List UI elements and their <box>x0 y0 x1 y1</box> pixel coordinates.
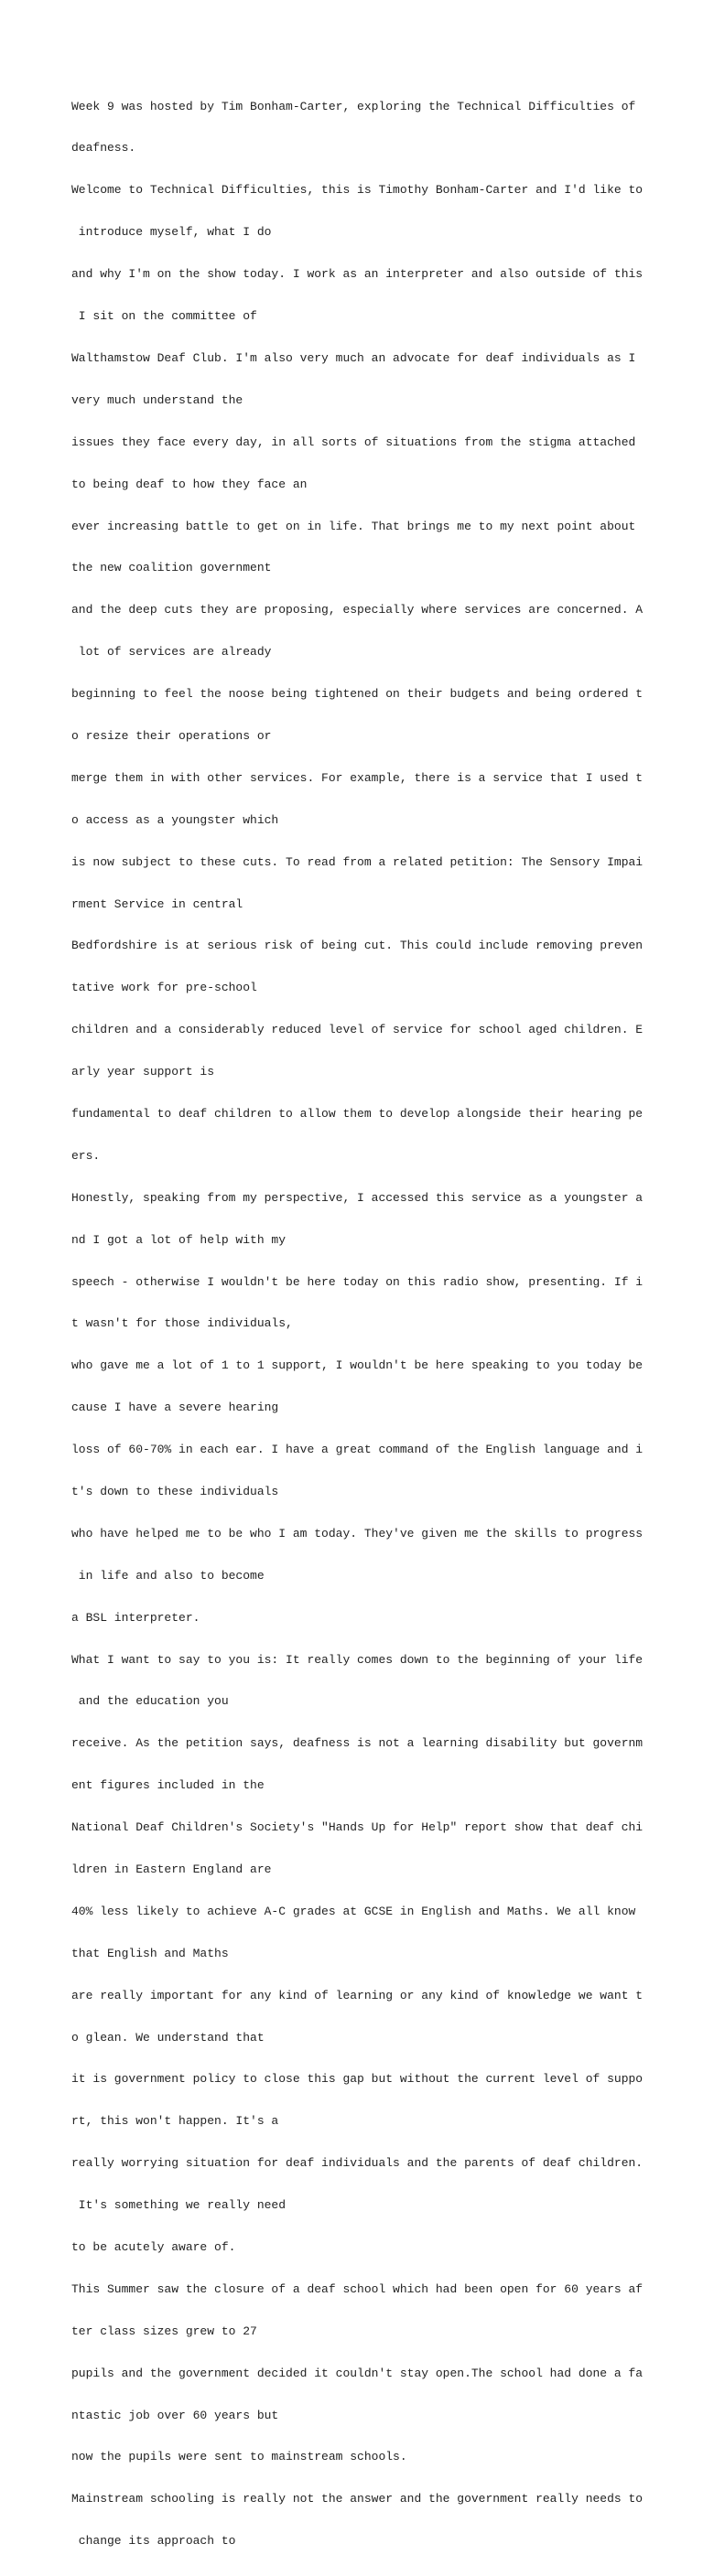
text-line: to be acutely aware of. <box>71 2240 236 2255</box>
text-line: Mainstream schooling is really not the answer and the government really needs to <box>71 2492 644 2506</box>
text-line: children and a considerably reduced level of service for school aged children. E <box>71 1023 644 1037</box>
text-line: issues they face every day, in all sorts of situations from the stigma attached <box>71 435 636 449</box>
text-line: lot of services are already <box>71 645 272 660</box>
text-line: National Deaf Children's Society's "Hands Up for Help" report show that deaf chi <box>71 1820 644 1835</box>
text-line: it is government policy to close this gap but without the current level of suppo <box>71 2072 644 2087</box>
text-line: are really important for any kind of learning or any kind of knowledge we want t <box>71 1988 644 2002</box>
text-line: a BSL interpreter. <box>71 1610 200 1625</box>
text-line: loss of 60-70% in each ear. I have a great command of the English language and i <box>71 1443 644 1457</box>
text-line: t wasn't for those individuals, <box>71 1316 293 1331</box>
text-line: o glean. We understand that <box>71 2030 265 2045</box>
text-line: who have helped me to be who I am today. They've given me the skills to progress <box>71 1526 644 1540</box>
text-line: Walthamstow Deaf Club. I'm also very much an advocate for deaf individuals as I <box>71 350 636 365</box>
text-line: introduce myself, what I do <box>71 225 272 240</box>
text-line: who gave me a lot of 1 to 1 support, I wouldn't be here speaking to you today be <box>71 1358 644 1373</box>
document-body <box>71 71 643 2576</box>
text-line: cause I have a severe hearing <box>71 1401 279 1415</box>
text-line: t's down to these individuals <box>71 1484 279 1498</box>
text-line: the new coalition government <box>71 561 272 575</box>
text-line: now the pupils were sent to mainstream schools. <box>71 2450 407 2464</box>
text-line: ntastic job over 60 years but <box>71 2408 279 2422</box>
text-line: very much understand the <box>71 392 243 407</box>
text-line: Welcome to Technical Difficulties, this is Timothy Bonham-Carter and I'd like to <box>71 183 644 198</box>
text-line: really worrying situation for deaf individuals and the parents of deaf children. <box>71 2156 644 2171</box>
text-line: I sit on the committee of <box>71 309 257 324</box>
text-line: Honestly, speaking from my perspective, I accessed this service as a youngster a <box>71 1190 644 1205</box>
text-line: arly year support is <box>71 1065 215 1079</box>
text-line: ter class sizes grew to 27 <box>71 2324 257 2338</box>
text-line: change its approach to <box>71 2534 236 2549</box>
text-line: It's something we really need <box>71 2198 287 2213</box>
text-line: beginning to feel the noose being tightened on their budgets and being ordered t <box>71 687 644 702</box>
text-line: tative work for pre-school <box>71 981 257 995</box>
text-line: nd I got a lot of help with my <box>71 1232 287 1247</box>
text-line: in life and also to become <box>71 1568 265 1583</box>
text-line: and why I'm on the show today. I work as an interpreter and also outside of this <box>71 267 644 282</box>
text-line: and the deep cuts they are proposing, especially where services are concerned. A <box>71 603 644 617</box>
text-line: and the education you <box>71 1694 229 1709</box>
text-line: o resize their operations or <box>71 728 272 743</box>
text-line: rment Service in central <box>71 896 243 911</box>
text-line: ever increasing battle to get on in life. That brings me to my next point about <box>71 519 636 533</box>
text-line: Bedfordshire is at serious risk of being cut. This could include removing preven <box>71 939 644 953</box>
text-line: What I want to say to you is: It really comes down to the beginning of your life <box>71 1652 644 1667</box>
text-line: o access as a youngster which <box>71 812 279 827</box>
text-line: deafness. <box>71 141 136 156</box>
text-line: that English and Maths <box>71 1946 229 1960</box>
text-line: ers. <box>71 1148 101 1163</box>
text-line: merge them in with other services. For example, there is a service that I used t <box>71 770 644 785</box>
text-line: is now subject to these cuts. To read from a related petition: The Sensory Impai <box>71 854 644 869</box>
text-line: ldren in Eastern England are <box>71 1862 272 1876</box>
text-line: ent figures included in the <box>71 1778 265 1793</box>
text-line: speech - otherwise I wouldn't be here today on this radio show, presenting. If i <box>71 1274 644 1289</box>
text-line: fundamental to deaf children to allow them to develop alongside their hearing pe <box>71 1106 644 1121</box>
text-line: receive. As the petition says, deafness is not a learning disability but governm <box>71 1736 644 1751</box>
text-line: pupils and the government decided it couldn't stay open.The school had done a fa <box>71 2366 644 2380</box>
text-line: Week 9 was hosted by Tim Bonham-Carter, exploring the Technical Difficulties of <box>71 99 636 113</box>
text-line: rt, this won't happen. It's a <box>71 2114 279 2129</box>
text-line: 40% less likely to achieve A-C grades at GCSE in English and Maths. We all know <box>71 1904 636 1918</box>
text-line: to being deaf to how they face an <box>71 477 308 491</box>
text-line: This Summer saw the closure of a deaf school which had been open for 60 years af <box>71 2281 644 2296</box>
